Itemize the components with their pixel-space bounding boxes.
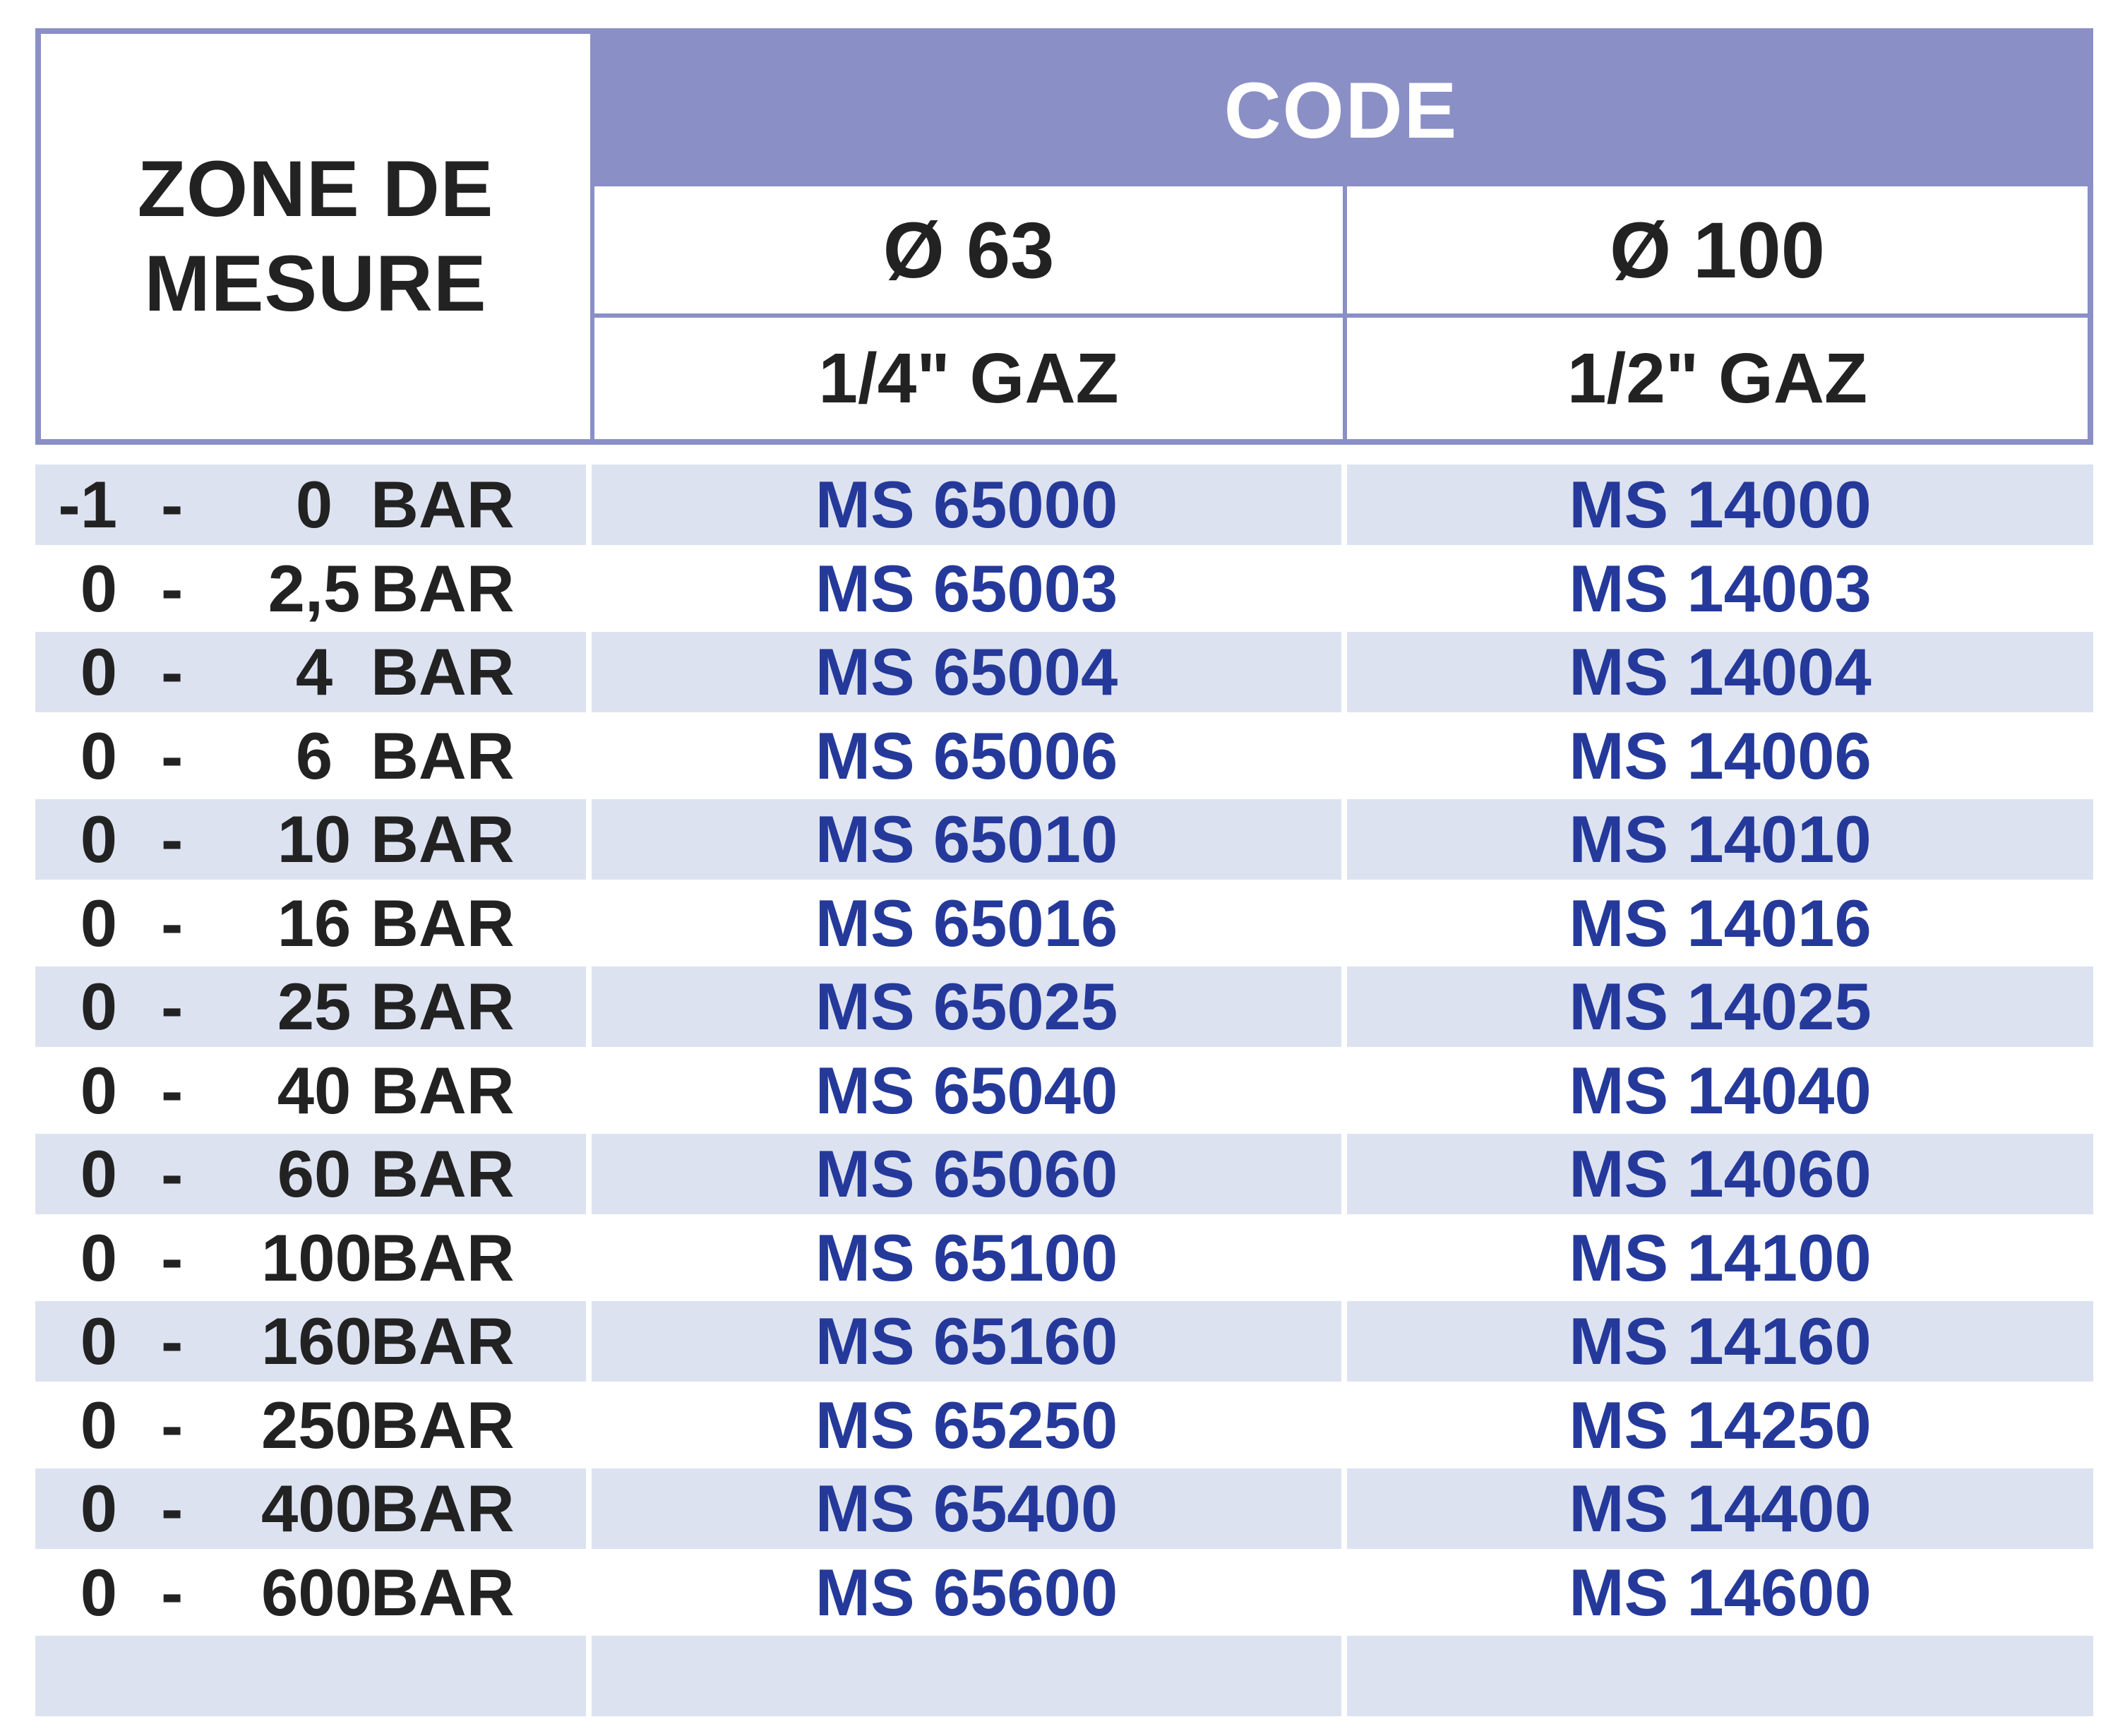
- range-unit: BAR: [371, 1471, 515, 1545]
- table-row: [35, 1636, 2093, 1720]
- range-max: 0: [295, 467, 333, 541]
- range-cell: [35, 632, 586, 712]
- code-100-cell: MS 14060: [1347, 1134, 2093, 1214]
- range-dash: -: [161, 1053, 184, 1127]
- code-header: [594, 34, 2088, 186]
- range-max: 6: [295, 718, 333, 793]
- range-cell: [35, 1301, 586, 1382]
- range-dash: -: [161, 1387, 184, 1462]
- range-cell: [35, 549, 586, 629]
- range-min: 0: [80, 1471, 117, 1545]
- range-dash: -: [161, 551, 184, 625]
- diameter-100-header: Ø 100: [1347, 186, 2088, 318]
- range-dash: -: [161, 969, 184, 1043]
- range-unit: BAR: [371, 467, 515, 541]
- code-63-cell: MS 65100: [815, 1220, 1118, 1295]
- code-100-cell: MS 14400: [1347, 1468, 2093, 1549]
- code-100-cell: MS 14600: [1569, 1555, 1872, 1629]
- range-max: 4: [295, 635, 333, 709]
- code-label: CODE: [1223, 66, 1459, 155]
- range-max: 16: [277, 885, 352, 960]
- range-cell: [35, 883, 586, 964]
- table-row: [35, 632, 2093, 716]
- code-100-cell: MS 14006: [1569, 718, 1872, 793]
- code-63-cell: MS 65003: [815, 551, 1118, 625]
- range-min: 0: [80, 551, 117, 625]
- table-row: [35, 1134, 2093, 1218]
- code-63-cell: MS 65000: [592, 465, 1341, 545]
- code-63-cell: MS 65400: [592, 1468, 1341, 1549]
- table-header: [35, 28, 2093, 445]
- range-cell: [35, 799, 586, 880]
- table-row: [35, 716, 2093, 800]
- range-max: 40: [277, 1053, 352, 1127]
- range-max: 160: [261, 1304, 372, 1378]
- code-63-cell: MS 65060: [592, 1134, 1341, 1214]
- range-min: 0: [80, 1555, 117, 1629]
- code-100-cell: MS 14000: [1347, 465, 2093, 545]
- range-unit: BAR: [371, 885, 515, 960]
- range-cell: [35, 465, 586, 545]
- code-100-cell: [1347, 1636, 2093, 1716]
- code-63-cell: MS 65025: [592, 966, 1341, 1047]
- code-100-cell: MS 14040: [1569, 1053, 1872, 1127]
- code-100-cell: MS 14004: [1347, 632, 2093, 712]
- thread-half-gaz-header: 1/2" GAZ: [1567, 338, 1868, 418]
- range-cell: [35, 966, 586, 1047]
- code-63-cell: MS 65010: [592, 799, 1341, 880]
- range-dash: -: [161, 1220, 184, 1295]
- table-row: [35, 799, 2093, 883]
- table-row: [35, 966, 2093, 1050]
- code-100-cell: MS 14016: [1569, 885, 1872, 960]
- code-63-cell: MS 65600: [815, 1555, 1118, 1629]
- range-cell: [35, 716, 586, 796]
- code-63-cell: MS 65006: [815, 718, 1118, 793]
- range-dash: -: [161, 802, 184, 876]
- range-dash: -: [161, 1137, 184, 1211]
- range-max: 600: [261, 1555, 372, 1629]
- range-unit: BAR: [371, 551, 515, 625]
- code-100-cell: MS 14100: [1569, 1220, 1872, 1295]
- range-max: 100: [261, 1220, 372, 1295]
- code-100-cell: MS 14025: [1347, 966, 2093, 1047]
- range-unit: BAR: [371, 1555, 515, 1629]
- range-dash: -: [161, 718, 184, 793]
- range-min: 0: [80, 969, 117, 1043]
- code-63-cell: MS 65040: [815, 1053, 1118, 1127]
- code-100-cell: MS 14160: [1347, 1301, 2093, 1382]
- range-unit: BAR: [371, 1053, 515, 1127]
- range-unit: BAR: [371, 718, 515, 793]
- range-dash: -: [161, 635, 184, 709]
- thread-quarter-gaz-header: 1/4" GAZ: [594, 318, 1347, 439]
- range-unit: BAR: [371, 1387, 515, 1462]
- table-row: [35, 1385, 2093, 1469]
- zone-de-mesure-header: [41, 34, 594, 439]
- table-row: [35, 1218, 2093, 1302]
- range-unit: BAR: [371, 1304, 515, 1378]
- code-63-cell: MS 65250: [815, 1387, 1118, 1462]
- range-dash: -: [161, 1304, 184, 1378]
- range-unit: BAR: [371, 802, 515, 876]
- table-row: [35, 1552, 2093, 1636]
- range-cell: [35, 1050, 586, 1131]
- code-63-cell: MS 65016: [815, 885, 1118, 960]
- range-min: 0: [80, 1304, 117, 1378]
- code-100-cell: MS 14010: [1347, 799, 2093, 880]
- range-min: 0: [80, 635, 117, 709]
- code-100-cell: MS 14003: [1569, 551, 1872, 625]
- range-min: 0: [80, 718, 117, 793]
- code-63-cell: MS 65004: [592, 632, 1341, 712]
- range-unit: BAR: [371, 1220, 515, 1295]
- table-row: [35, 1468, 2093, 1552]
- range-cell: [35, 1552, 586, 1633]
- range-max: 60: [277, 1137, 352, 1211]
- zone-label-line1: ZONE DE: [137, 145, 494, 233]
- code-63-cell: MS 65160: [592, 1301, 1341, 1382]
- zone-label-line2: MESURE: [144, 239, 487, 328]
- range-min: 0: [80, 1387, 117, 1462]
- range-min: 0: [80, 802, 117, 876]
- range-unit: BAR: [371, 635, 515, 709]
- code-63-cell: [592, 1636, 1341, 1716]
- range-max: 10: [277, 802, 352, 876]
- table-row: [35, 1050, 2093, 1135]
- range-max: 2,5: [268, 551, 361, 625]
- range-min: 0: [80, 885, 117, 960]
- range-dash: -: [161, 885, 184, 960]
- range-cell: [35, 1468, 586, 1549]
- table-row: [35, 883, 2093, 967]
- range-max: 25: [277, 969, 352, 1043]
- table-row: [35, 1301, 2093, 1385]
- zone-de-mesure-label: [138, 142, 494, 331]
- range-min: 0: [80, 1053, 117, 1127]
- range-dash: -: [161, 1555, 184, 1629]
- diameter-63-header: Ø 63: [594, 186, 1347, 318]
- table-row: [35, 549, 2093, 633]
- range-max: 400: [261, 1471, 372, 1545]
- range-cell: [35, 1218, 586, 1298]
- table-body: [35, 465, 2093, 1720]
- range-max: 250: [261, 1387, 372, 1462]
- range-unit: BAR: [371, 969, 515, 1043]
- range-dash: -: [161, 1471, 184, 1545]
- range-min: 0: [80, 1220, 117, 1295]
- range-cell: [35, 1385, 586, 1466]
- code-100-cell: MS 14250: [1569, 1387, 1872, 1462]
- range-dash: -: [161, 467, 184, 541]
- range-min: 0: [80, 1137, 117, 1211]
- range-cell: [35, 1134, 586, 1214]
- range-unit: BAR: [371, 1137, 515, 1211]
- range-cell: [35, 1636, 586, 1716]
- range-min: -1: [58, 467, 117, 541]
- table-row: [35, 465, 2093, 549]
